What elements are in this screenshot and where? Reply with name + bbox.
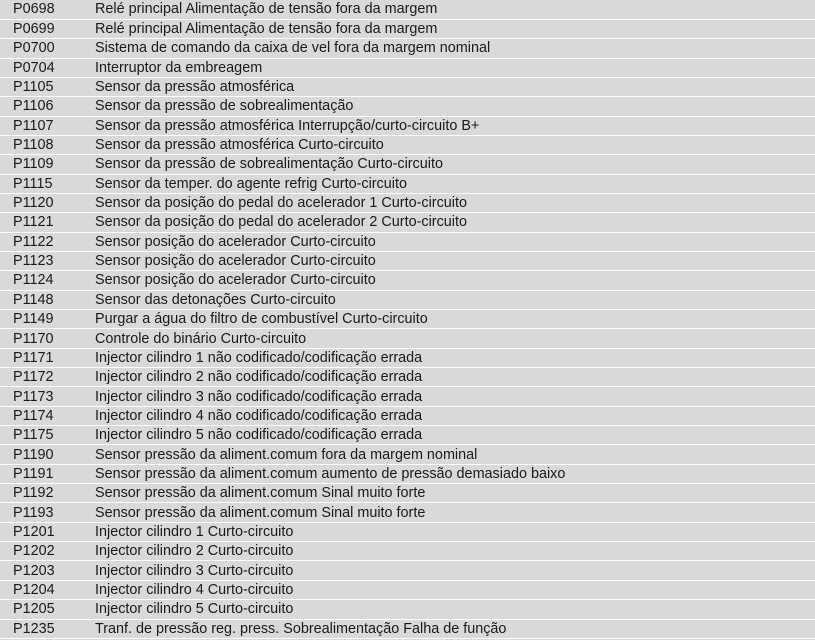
fault-code: P1193 xyxy=(13,504,54,521)
fault-code: P1203 xyxy=(13,562,55,579)
fault-description: Sensor da pressão atmosférica xyxy=(95,79,295,96)
table-row xyxy=(0,426,815,445)
table-row xyxy=(0,310,815,329)
table-row xyxy=(0,97,815,116)
table-row xyxy=(0,464,815,483)
fault-code: P0699 xyxy=(13,21,55,38)
fault-description: Sensor da posição do pedal do acelerador 1 Curto-circuito xyxy=(95,195,467,212)
fault-code: P1105 xyxy=(13,79,54,96)
table-row xyxy=(0,387,815,406)
fault-description: Injector cilindro 3 Curto-circuito xyxy=(95,562,294,579)
fault-description: Sensor pressão da aliment.comum aumento de pressão demasiado baixo xyxy=(95,465,566,482)
table-row xyxy=(0,155,815,174)
fault-code: P1201 xyxy=(13,523,55,540)
fault-code: P0704 xyxy=(13,59,55,76)
table-row xyxy=(0,193,815,212)
fault-code: P1149 xyxy=(13,311,54,328)
fault-code: P1191 xyxy=(13,465,54,482)
table-row xyxy=(0,368,815,387)
fault-description: Sensor pressão da aliment.comum Sinal muito forte xyxy=(95,485,426,502)
table-row xyxy=(0,58,815,77)
table-row xyxy=(0,213,815,232)
fault-description: Sensor posição do acelerador Curto-circuito xyxy=(95,272,376,289)
table-row xyxy=(0,522,815,541)
fault-description: Tranf. de pressão reg. press. Sobrealimentação Falha de função xyxy=(95,620,507,637)
table-row xyxy=(0,580,815,599)
table-row xyxy=(0,290,815,309)
fault-code: P1205 xyxy=(13,601,55,618)
fault-code: P1175 xyxy=(13,427,54,444)
fault-description: Injector cilindro 5 não codificado/codificação errada xyxy=(95,427,423,444)
table-row xyxy=(0,116,815,135)
table-row xyxy=(0,77,815,96)
fault-description: Sensor da pressão de sobrealimentação Curto-circuito xyxy=(95,156,443,173)
table-row xyxy=(0,174,815,193)
table-row xyxy=(0,445,815,464)
table-row xyxy=(0,251,815,270)
table-row xyxy=(0,0,815,19)
fault-description: Injector cilindro 4 Curto-circuito xyxy=(95,581,294,598)
fault-code: P1202 xyxy=(13,543,55,560)
fault-description: Relé principal Alimentação de tensão fora da margem xyxy=(95,21,438,38)
fault-code: P1190 xyxy=(13,446,54,463)
fault-code: P1107 xyxy=(13,117,54,134)
fault-description: Controle do binário Curto-circuito xyxy=(95,330,307,347)
fault-description: Sensor pressão da aliment.comum Sinal muito forte xyxy=(95,504,426,521)
fault-description: Injector cilindro 2 não codificado/codificação errada xyxy=(95,369,423,386)
table-row xyxy=(0,39,815,58)
table-row xyxy=(0,484,815,503)
fault-description: Interruptor da embreagem xyxy=(95,59,263,76)
fault-code: P1123 xyxy=(13,253,54,270)
fault-code: P1106 xyxy=(13,98,54,115)
fault-description: Sensor das detonações Curto-circuito xyxy=(95,291,336,308)
fault-code: P1170 xyxy=(13,330,54,347)
fault-description: Injector cilindro 4 não codificado/codificação errada xyxy=(95,407,423,424)
fault-code: P1108 xyxy=(13,137,54,154)
table-row xyxy=(0,271,815,290)
fault-code: P1172 xyxy=(13,369,54,386)
table-row xyxy=(0,19,815,38)
fault-code: P1124 xyxy=(13,272,54,289)
table-row xyxy=(0,406,815,425)
fault-description: Injector cilindro 5 Curto-circuito xyxy=(95,601,294,618)
fault-description: Injector cilindro 3 não codificado/codificação errada xyxy=(95,388,423,405)
table-row xyxy=(0,542,815,561)
table-row xyxy=(0,619,815,638)
fault-description: Purgar a água do filtro de combustível Curto-circuito xyxy=(95,311,428,328)
table-row xyxy=(0,232,815,251)
fault-description: Sensor posição do acelerador Curto-circuito xyxy=(95,233,376,250)
fault-description: Sistema de comando da caixa de vel fora da margem nominal xyxy=(95,40,491,57)
fault-code: P1120 xyxy=(13,195,54,212)
fault-code: P1235 xyxy=(13,620,55,637)
fault-code: P1148 xyxy=(13,291,54,308)
fault-description: Sensor da pressão de sobrealimentação xyxy=(95,98,354,115)
fault-code: P1115 xyxy=(13,175,53,192)
fault-description: Sensor da temper. do agente refrig Curto-circuito xyxy=(95,175,407,192)
fault-code: P1171 xyxy=(13,349,54,366)
fault-code: P1174 xyxy=(13,407,54,424)
table-row xyxy=(0,329,815,348)
table-row xyxy=(0,561,815,580)
fault-code: P1122 xyxy=(13,233,54,250)
table-row xyxy=(0,503,815,522)
fault-description: Sensor da pressão atmosférica Interrupção/curto-circuito B+ xyxy=(95,117,480,134)
fault-code: P1204 xyxy=(13,581,55,598)
table-row xyxy=(0,135,815,154)
fault-description: Relé principal Alimentação de tensão fora da margem xyxy=(95,1,438,18)
fault-description: Sensor posição do acelerador Curto-circuito xyxy=(95,253,376,270)
fault-code: P1192 xyxy=(13,485,54,502)
fault-description: Sensor da pressão atmosférica Curto-circuito xyxy=(95,137,384,154)
table-row xyxy=(0,600,815,619)
fault-description: Sensor da posição do pedal do acelerador 2 Curto-circuito xyxy=(95,214,467,231)
fault-description: Injector cilindro 2 Curto-circuito xyxy=(95,543,294,560)
fault-code: P1109 xyxy=(13,156,54,173)
fault-code: P0700 xyxy=(13,40,55,57)
fault-description: Injector cilindro 1 Curto-circuito xyxy=(95,523,294,540)
fault-code: P1121 xyxy=(13,214,54,231)
fault-code: P1173 xyxy=(13,388,54,405)
fault-description: Injector cilindro 1 não codificado/codificação errada xyxy=(95,349,423,366)
table-row xyxy=(0,348,815,367)
fault-description: Sensor pressão da aliment.comum fora da margem nominal xyxy=(95,446,478,463)
fault-code: P0698 xyxy=(13,1,55,18)
